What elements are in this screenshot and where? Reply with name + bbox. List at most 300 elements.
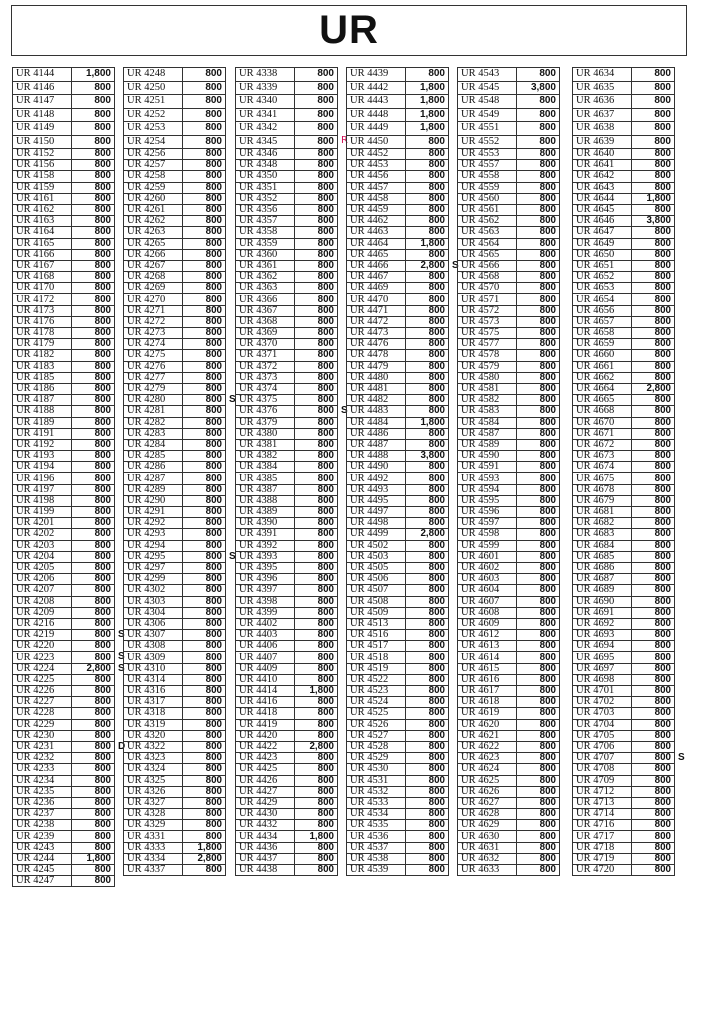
ticket-code: UR 4646 [573, 216, 632, 227]
table-row [458, 786, 560, 797]
ticket-code: UR 4434 [236, 831, 295, 842]
ticket-amount: 800 [295, 495, 338, 506]
table-row [13, 439, 115, 450]
ticket-code: UR 4327 [124, 797, 183, 808]
table-row [236, 305, 338, 316]
table-row [458, 473, 560, 484]
ticket-code: UR 4665 [573, 395, 632, 406]
ticket-amount: 800 [295, 473, 338, 484]
ticket-code: UR 4168 [13, 272, 72, 283]
ticket-amount: 800 [183, 328, 226, 339]
ticket-amount: 800 [72, 428, 115, 439]
ticket-code: UR 4561 [458, 204, 517, 215]
ticket-code: UR 4693 [573, 630, 632, 641]
ticket-code: UR 4713 [573, 797, 632, 808]
table-row [124, 462, 226, 473]
ticket-code: UR 4379 [236, 417, 295, 428]
ticket-code: UR 4152 [13, 149, 72, 160]
ticket-code: UR 4623 [458, 753, 517, 764]
ticket-amount: 2,800 [406, 260, 449, 271]
ticket-amount: 800 [632, 328, 675, 339]
table-row [347, 741, 449, 752]
ticket-code: UR 4227 [13, 697, 72, 708]
table-row [347, 540, 449, 551]
ticket-amount: 800 [72, 193, 115, 204]
ticket-code: UR 4584 [458, 417, 517, 428]
ticket-code: UR 4324 [124, 764, 183, 775]
ticket-amount: 800 [295, 372, 338, 383]
ticket-code: UR 4225 [13, 674, 72, 685]
ticket-amount: 800 [632, 122, 675, 136]
table-row [573, 149, 675, 160]
ticket-amount: 800 [517, 406, 560, 417]
table-row [458, 122, 560, 136]
table-row [458, 562, 560, 573]
table-row [347, 663, 449, 674]
table-row [573, 853, 675, 864]
table-row [347, 652, 449, 663]
table-row [236, 149, 338, 160]
ticket-code: UR 4261 [124, 204, 183, 215]
table-row [236, 865, 338, 876]
table-row [13, 674, 115, 685]
table-row [347, 809, 449, 820]
table-row [124, 741, 226, 752]
ticket-amount: 800 [517, 641, 560, 652]
ticket-amount: 800 [517, 350, 560, 361]
table-row [347, 95, 449, 109]
table-row [13, 108, 115, 122]
table-row [124, 383, 226, 394]
ticket-code: UR 4562 [458, 216, 517, 227]
table-row [13, 249, 115, 260]
ticket-code: UR 4291 [124, 507, 183, 518]
ticket-code: UR 4239 [13, 831, 72, 842]
ticket-code: UR 4207 [13, 585, 72, 596]
ticket-amount: 800 [406, 630, 449, 641]
table-row [236, 764, 338, 775]
ticket-amount: 800 [406, 797, 449, 808]
ticket-amount: 800 [295, 383, 338, 394]
ticket-amount: 800 [406, 831, 449, 842]
ticket-amount: 800 [632, 585, 675, 596]
ticket-amount: 800 [517, 719, 560, 730]
ticket-code: UR 4557 [458, 160, 517, 171]
table-row [236, 462, 338, 473]
ticket-code: UR 4482 [347, 395, 406, 406]
table-row [458, 339, 560, 350]
table-row [573, 428, 675, 439]
ticket-amount: 800 [632, 294, 675, 305]
table-row [347, 204, 449, 215]
table-row [236, 719, 338, 730]
ticket-code: UR 4466 [347, 260, 406, 271]
ticket-amount: 800 [517, 518, 560, 529]
ticket-amount: 800 [406, 853, 449, 864]
ticket-code: UR 4390 [236, 518, 295, 529]
ticket-amount: 800 [72, 551, 115, 562]
ticket-amount: 800 [632, 630, 675, 641]
table-row [13, 809, 115, 820]
ticket-amount: 800 [183, 361, 226, 372]
ticket-code: UR 4717 [573, 831, 632, 842]
ticket-code: UR 4675 [573, 473, 632, 484]
ticket-amount: 800 [183, 865, 226, 876]
table-row [124, 853, 226, 864]
ticket-amount: 800 [517, 249, 560, 260]
ticket-code: UR 4613 [458, 641, 517, 652]
table-row [458, 865, 560, 876]
ticket-amount: 800 [632, 865, 675, 876]
table-row [573, 574, 675, 585]
table-row [347, 182, 449, 193]
table-row [573, 68, 675, 82]
ticket-code: UR 4538 [347, 853, 406, 864]
table-row [124, 182, 226, 193]
table-row [573, 697, 675, 708]
ticket-amount: 800 [632, 68, 675, 82]
ticket-amount: 800 [183, 652, 226, 663]
table-row [13, 607, 115, 618]
ticket-amount: 800 [406, 328, 449, 339]
ticket-code: UR 4464 [347, 238, 406, 249]
ticket-amount: 800 [517, 753, 560, 764]
ticket-code: UR 4687 [573, 574, 632, 585]
ticket-code: UR 4235 [13, 786, 72, 797]
table-row [347, 473, 449, 484]
ticket-amount: 800 [183, 272, 226, 283]
ticket-amount: 800 [295, 81, 338, 95]
ticket-code: UR 4673 [573, 451, 632, 462]
table-row [236, 551, 338, 562]
ticket-amount: 800 [72, 350, 115, 361]
ticket-amount: 800 [517, 730, 560, 741]
ticket-code: UR 4182 [13, 350, 72, 361]
ticket-code: UR 4350 [236, 171, 295, 182]
table-row [236, 249, 338, 260]
ticket-code: UR 4306 [124, 618, 183, 629]
ticket-code: UR 4559 [458, 182, 517, 193]
ticket-amount: 800 [72, 260, 115, 271]
ticket-amount: 800 [517, 417, 560, 428]
table-row [236, 451, 338, 462]
ticket-code: UR 4238 [13, 820, 72, 831]
ticket-amount: 800 [295, 417, 338, 428]
table-row [573, 372, 675, 383]
ticket-code: UR 4664 [573, 383, 632, 394]
ticket-code: UR 4580 [458, 372, 517, 383]
ticket-amount: 800 [632, 607, 675, 618]
table-row [458, 428, 560, 439]
ticket-table [572, 67, 675, 876]
table-row [13, 171, 115, 182]
table-row [573, 227, 675, 238]
ticket-code: UR 4484 [347, 417, 406, 428]
table-row [236, 272, 338, 283]
table-row [458, 809, 560, 820]
ticket-amount: 800 [632, 283, 675, 294]
ticket-amount: 800 [183, 372, 226, 383]
ticket-code: UR 4575 [458, 328, 517, 339]
ticket-amount: 800 [632, 674, 675, 685]
ticket-amount: 800 [632, 641, 675, 652]
table-row [458, 204, 560, 215]
ticket-code: UR 4146 [13, 81, 72, 95]
ticket-amount: 800 [517, 574, 560, 585]
table-row [236, 574, 338, 585]
table-row [124, 160, 226, 171]
ticket-amount: 800 [517, 865, 560, 876]
table-row [13, 562, 115, 573]
ticket-code: UR 4376 [236, 406, 295, 417]
ticket-code: UR 4505 [347, 562, 406, 573]
table-row [13, 507, 115, 518]
ticket-code: UR 4292 [124, 518, 183, 529]
table-row [236, 428, 338, 439]
table-row [347, 149, 449, 160]
ticket-amount: 800 [517, 686, 560, 697]
table-row [13, 417, 115, 428]
ticket-amount: 800 [632, 652, 675, 663]
ticket-code: UR 4374 [236, 383, 295, 394]
ticket-code: UR 4257 [124, 160, 183, 171]
table-row [347, 630, 449, 641]
row-mark: S [452, 260, 459, 271]
ticket-code: UR 4272 [124, 316, 183, 327]
ticket-code: UR 4636 [573, 95, 632, 109]
table-row [458, 630, 560, 641]
ticket-amount: 800 [183, 809, 226, 820]
table-row [458, 618, 560, 629]
table-row [124, 328, 226, 339]
ticket-amount: 800 [406, 607, 449, 618]
table-row [236, 227, 338, 238]
table-row [458, 171, 560, 182]
ticket-amount: 800 [517, 260, 560, 271]
ticket-code: UR 4627 [458, 797, 517, 808]
table-row [573, 562, 675, 573]
ticket-amount: 800 [406, 193, 449, 204]
table-row [573, 708, 675, 719]
table-row [347, 451, 449, 462]
ticket-amount: 1,800 [72, 68, 115, 82]
ticket-code: UR 4263 [124, 227, 183, 238]
ticket-amount: 800 [183, 484, 226, 495]
ticket-amount: 800 [632, 764, 675, 775]
table-row [236, 417, 338, 428]
ticket-amount: 800 [72, 81, 115, 95]
table-row [347, 618, 449, 629]
ticket-table [346, 67, 449, 876]
ticket-amount: 800 [406, 697, 449, 708]
ticket-code: UR 4643 [573, 182, 632, 193]
ticket-code: UR 4341 [236, 108, 295, 122]
ticket-code: UR 4644 [573, 193, 632, 204]
table-row [573, 108, 675, 122]
ticket-amount: 800 [295, 518, 338, 529]
ticket-amount: 800 [183, 339, 226, 350]
ticket-code: UR 4523 [347, 686, 406, 697]
ticket-code: UR 4244 [13, 853, 72, 864]
ticket-code: UR 4280 [124, 395, 183, 406]
ticket-amount: 800 [406, 585, 449, 596]
ticket-amount: 800 [517, 607, 560, 618]
ticket-amount: 800 [632, 227, 675, 238]
table-row [573, 272, 675, 283]
ticket-code: UR 4419 [236, 719, 295, 730]
ticket-code: UR 4293 [124, 529, 183, 540]
table-row [573, 350, 675, 361]
ticket-code: UR 4684 [573, 540, 632, 551]
ticket-code: UR 4581 [458, 383, 517, 394]
table-row [458, 697, 560, 708]
ticket-amount: 800 [295, 171, 338, 182]
table-row [573, 495, 675, 506]
ticket-amount: 800 [183, 495, 226, 506]
ticket-amount: 800 [295, 283, 338, 294]
table-row [573, 484, 675, 495]
ticket-amount: 800 [72, 741, 115, 752]
ticket-code: UR 4682 [573, 518, 632, 529]
table-row [124, 641, 226, 652]
ticket-code: UR 4473 [347, 328, 406, 339]
ticket-amount: 800 [406, 865, 449, 876]
ticket-amount: 800 [183, 518, 226, 529]
ticket-amount: 800 [295, 227, 338, 238]
table-row [458, 853, 560, 864]
ticket-code: UR 4357 [236, 216, 295, 227]
table-row [347, 596, 449, 607]
table-row [458, 216, 560, 227]
ticket-amount: 800 [632, 540, 675, 551]
table-row [573, 193, 675, 204]
ticket-code: UR 4170 [13, 283, 72, 294]
ticket-code: UR 4216 [13, 618, 72, 629]
table-row [236, 809, 338, 820]
ticket-code: UR 4702 [573, 697, 632, 708]
ticket-code: UR 4639 [573, 135, 632, 149]
ticket-code: UR 4615 [458, 663, 517, 674]
ticket-code: UR 4621 [458, 730, 517, 741]
table-row [13, 540, 115, 551]
ticket-code: UR 4495 [347, 495, 406, 506]
table-row [13, 786, 115, 797]
ticket-code: UR 4604 [458, 585, 517, 596]
ticket-code: UR 4467 [347, 272, 406, 283]
ticket-code: UR 4197 [13, 484, 72, 495]
table-row [236, 853, 338, 864]
table-row [124, 135, 226, 149]
ticket-amount: 800 [295, 361, 338, 372]
ticket-code: UR 4578 [458, 350, 517, 361]
table-row [347, 305, 449, 316]
table-row [458, 417, 560, 428]
table-row [458, 686, 560, 697]
ticket-code: UR 4429 [236, 797, 295, 808]
table-row [347, 395, 449, 406]
table-row [458, 484, 560, 495]
ticket-amount: 800 [295, 122, 338, 136]
ticket-code: UR 4720 [573, 865, 632, 876]
ticket-amount: 800 [406, 708, 449, 719]
table-row [347, 529, 449, 540]
ticket-amount: 2,800 [183, 853, 226, 864]
table-row [573, 596, 675, 607]
ticket-code: UR 4387 [236, 484, 295, 495]
ticket-code: UR 4316 [124, 686, 183, 697]
ticket-amount: 800 [183, 350, 226, 361]
row-mark: S [118, 651, 125, 662]
ticket-code: UR 4277 [124, 372, 183, 383]
ticket-code: UR 4624 [458, 764, 517, 775]
ticket-code: UR 4203 [13, 540, 72, 551]
ticket-code: UR 4612 [458, 630, 517, 641]
ticket-amount: 800 [517, 820, 560, 831]
row-mark: S [118, 629, 125, 640]
ticket-code: UR 4465 [347, 249, 406, 260]
ticket-code: UR 4695 [573, 652, 632, 663]
ticket-amount: 800 [295, 428, 338, 439]
ticket-code: UR 4226 [13, 686, 72, 697]
ticket-table [235, 67, 338, 876]
ticket-amount: 2,800 [406, 529, 449, 540]
table-row [124, 529, 226, 540]
table-row [573, 160, 675, 171]
ticket-code: UR 4367 [236, 305, 295, 316]
ticket-code: UR 4517 [347, 641, 406, 652]
ticket-amount: 800 [295, 462, 338, 473]
table-row [124, 193, 226, 204]
table-row [573, 674, 675, 685]
ticket-amount: 800 [295, 406, 338, 417]
ticket-amount: 800 [72, 574, 115, 585]
ticket-amount: 800 [517, 135, 560, 149]
table-row [347, 462, 449, 473]
ticket-amount: 800 [183, 383, 226, 394]
ticket-amount: 800 [72, 160, 115, 171]
table-row [347, 249, 449, 260]
table-row [13, 730, 115, 741]
ticket-code: UR 4370 [236, 339, 295, 350]
ticket-amount: 800 [406, 473, 449, 484]
ticket-amount: 800 [632, 663, 675, 674]
table-row [124, 361, 226, 372]
ticket-code: UR 4397 [236, 585, 295, 596]
ticket-amount: 800 [632, 473, 675, 484]
ticket-amount: 800 [72, 122, 115, 136]
table-row [236, 630, 338, 641]
table-row [236, 686, 338, 697]
table-row [236, 372, 338, 383]
ticket-code: UR 4438 [236, 865, 295, 876]
ticket-code: UR 4493 [347, 484, 406, 495]
ticket-amount: 800 [183, 663, 226, 674]
ticket-code: UR 4497 [347, 507, 406, 518]
row-mark: R [341, 135, 348, 146]
table-row [13, 283, 115, 294]
table-row [124, 68, 226, 82]
table-row [347, 108, 449, 122]
ticket-code: UR 4368 [236, 316, 295, 327]
ticket-code: UR 4427 [236, 786, 295, 797]
ticket-code: UR 4432 [236, 820, 295, 831]
ticket-amount: 800 [632, 495, 675, 506]
ticket-amount: 800 [632, 529, 675, 540]
table-row [573, 865, 675, 876]
ticket-amount: 800 [406, 507, 449, 518]
ticket-code: UR 4513 [347, 618, 406, 629]
table-row [124, 507, 226, 518]
